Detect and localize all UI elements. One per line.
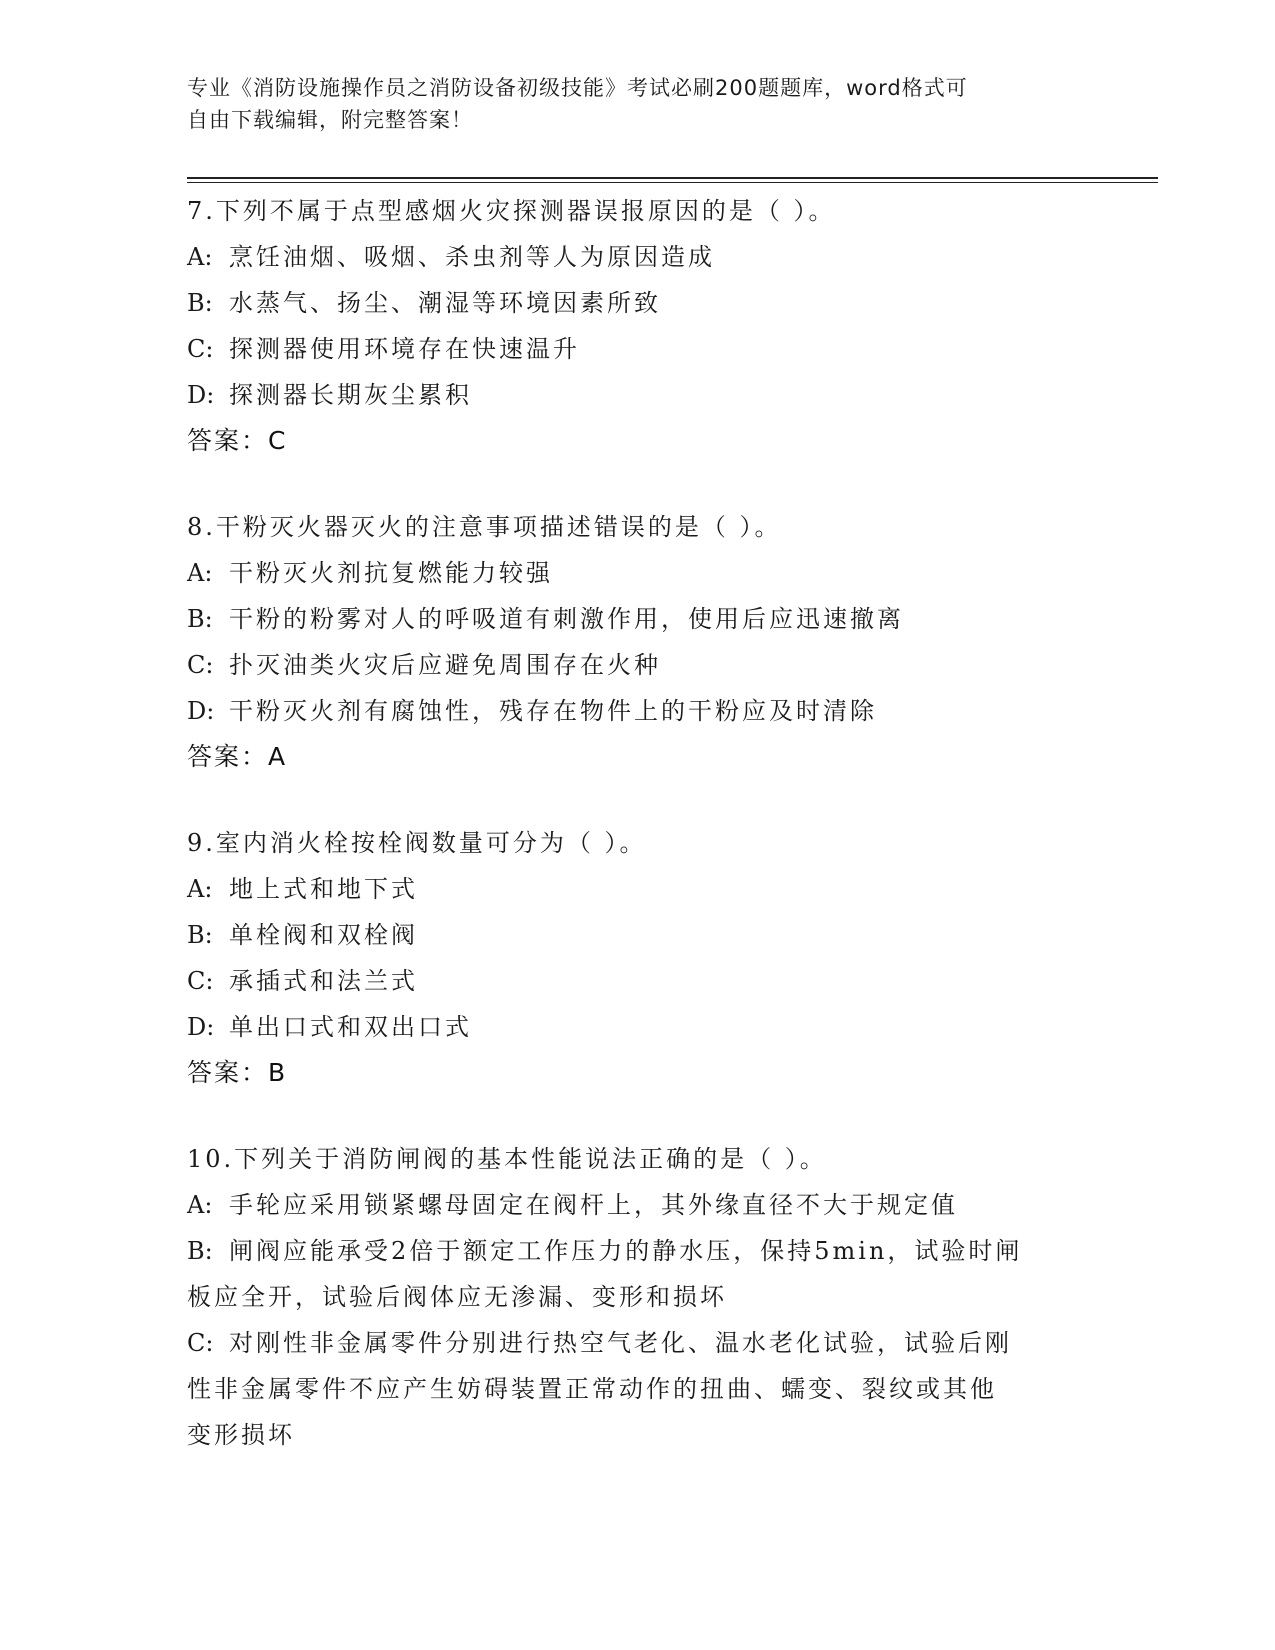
header-rule-thick bbox=[187, 177, 1158, 179]
answer: 答案：A bbox=[187, 742, 288, 771]
option-a bbox=[187, 866, 1087, 912]
question-10 bbox=[187, 1136, 1087, 1458]
option-text: 探测器使用环境存在快速温升 bbox=[229, 335, 580, 363]
option-text: 干粉灭火剂抗复燃能力较强 bbox=[229, 559, 553, 587]
option-b-continued: 板应全开，试验后阀体应无渗漏、变形和损坏 bbox=[187, 1283, 727, 1311]
option-text: 水蒸气、扬尘、潮湿等环境因素所致 bbox=[229, 289, 661, 317]
option-a bbox=[187, 550, 1087, 596]
option-label: A: bbox=[187, 1191, 213, 1219]
question-7 bbox=[187, 188, 1087, 464]
option-label: D: bbox=[187, 1013, 215, 1041]
answer: 答案：C bbox=[187, 426, 288, 455]
option-label: B: bbox=[187, 1237, 213, 1265]
option-b bbox=[187, 1228, 1087, 1274]
option-a bbox=[187, 1182, 1087, 1228]
question-stem: 7.下列不属于点型感烟火灾探测器误报原因的是（ ）。 bbox=[187, 197, 836, 225]
option-b bbox=[187, 280, 1087, 326]
option-label: A: bbox=[187, 559, 213, 587]
option-label: B: bbox=[187, 605, 213, 633]
option-label: C: bbox=[187, 967, 214, 995]
question-9 bbox=[187, 820, 1087, 1096]
header-rule-thin bbox=[187, 182, 1158, 183]
option-text: 手轮应采用锁紧螺母固定在阀杆上，其外缘直径不大于规定值 bbox=[229, 1191, 958, 1219]
option-label: B: bbox=[187, 921, 213, 949]
option-text: 干粉的粉雾对人的呼吸道有刺激作用，使用后应迅速撤离 bbox=[229, 605, 904, 633]
option-text: 单栓阀和双栓阀 bbox=[229, 921, 418, 949]
option-d bbox=[187, 688, 1087, 734]
option-b bbox=[187, 596, 1087, 642]
option-a bbox=[187, 234, 1087, 280]
question-stem: 8.干粉灭火器灭火的注意事项描述错误的是（ ）。 bbox=[187, 513, 782, 541]
option-label: D: bbox=[187, 697, 215, 725]
option-text: 烹饪油烟、吸烟、杀虫剂等人为原因造成 bbox=[229, 243, 715, 271]
option-b bbox=[187, 912, 1087, 958]
option-label: C: bbox=[187, 1329, 214, 1357]
option-text: 干粉灭火剂有腐蚀性，残存在物件上的干粉应及时清除 bbox=[229, 697, 877, 725]
option-text: 单出口式和双出口式 bbox=[229, 1013, 472, 1041]
option-text: 对刚性非金属零件分别进行热空气老化、温水老化试验，试验后刚 bbox=[229, 1329, 1012, 1357]
option-label: A: bbox=[187, 875, 213, 903]
option-label: C: bbox=[187, 335, 214, 363]
option-label: D: bbox=[187, 381, 215, 409]
option-text: 地上式和地下式 bbox=[229, 875, 418, 903]
option-c bbox=[187, 642, 1087, 688]
question-stem: 10.下列关于消防闸阀的基本性能说法正确的是（ ）。 bbox=[187, 1145, 827, 1173]
option-text: 承插式和法兰式 bbox=[229, 967, 418, 995]
option-c-continued: 性非金属零件不应产生妨碍装置正常动作的扭曲、蠕变、裂纹或其他 bbox=[187, 1375, 997, 1403]
option-d bbox=[187, 372, 1087, 418]
question-list bbox=[187, 188, 1087, 1498]
option-text: 闸阀应能承受2倍于额定工作压力的静水压，保持5min，试验时闸 bbox=[229, 1237, 1023, 1265]
option-c bbox=[187, 1320, 1087, 1366]
option-c bbox=[187, 326, 1087, 372]
option-label: C: bbox=[187, 651, 214, 679]
option-d bbox=[187, 1004, 1087, 1050]
option-label: A: bbox=[187, 243, 213, 271]
header-line-1: 专业《消防设施操作员之消防设备初级技能》考试必刷200题题库，word格式可 bbox=[187, 76, 968, 100]
question-stem: 9.室内消火栓按栓阀数量可分为（ ）。 bbox=[187, 829, 647, 857]
answer: 答案：B bbox=[187, 1058, 288, 1087]
document-header bbox=[187, 72, 1087, 136]
option-label: B: bbox=[187, 289, 213, 317]
option-c-continued-2: 变形损坏 bbox=[187, 1421, 295, 1449]
option-c bbox=[187, 958, 1087, 1004]
header-line-2: 自由下载编辑，附完整答案！ bbox=[187, 108, 473, 132]
option-text: 探测器长期灰尘累积 bbox=[229, 381, 472, 409]
option-text: 扑灭油类火灾后应避免周围存在火种 bbox=[229, 651, 661, 679]
question-8 bbox=[187, 504, 1087, 780]
